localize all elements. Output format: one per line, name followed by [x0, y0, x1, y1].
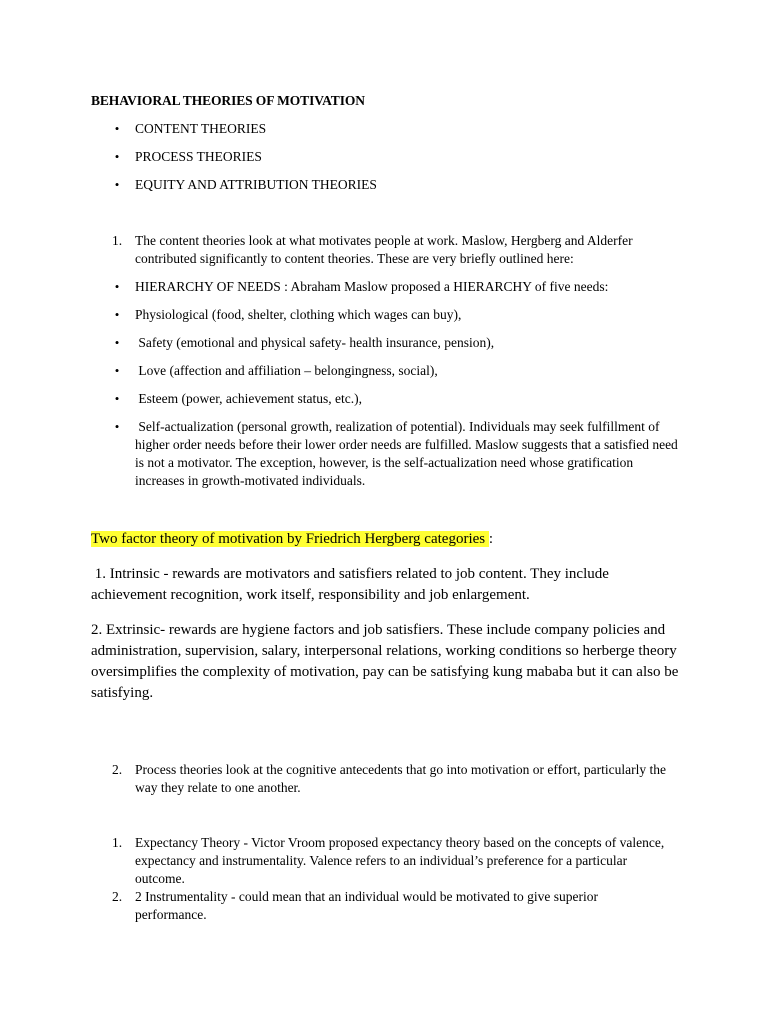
bullet-icon: •	[114, 279, 120, 294]
bullet-icon: •	[114, 121, 120, 136]
bullet-icon: •	[114, 419, 120, 434]
intrinsic-paragraph: 1. Intrinsic - rewards are motivators and satisfiers related to job content. They include achievement recognition, work itself, responsibility and job enlargement.	[91, 566, 613, 603]
document-page: BEHAVIORAL THEORIES OF MOTIVATION • CONTENT THEORIES • PROCESS THEORIES • EQUITY AND ATTRIBUTION THEORIES 1. The content theories look at what motivates people at work. Maslow, Hergberg and Alderfer contributed significantly to content theories. These are very briefly outlined here: • HIERARCHY OF NEEDS : Abraham Maslow proposed a HIERARCHY of five needs: • Physiological (food, shelter, clothing which wages can buy), • Safety (emotional and physical safety- health insurance, pension), • Love (affection and affiliation – belongingness, social), • Esteem (power, achievement status, etc.), • Self-actualization (personal growth, realization of potential). Individuals may seek fulfillment of higher order needs before their lower order needs are fulfilled. Maslow suggests that a satisfied need is not a motivator. The exception, however, is the self-actualization need whose gratification increases in growth-motivated individuals. Two factor theory of motivation by Friedrich Hergberg categories : 1. Intrinsic - rewards are motivators and satisfiers related to job content. They include achievement recognition, work itself, responsibility and job enlargement. 2. Extrinsic- rewards are hygiene factors and job satisfiers. These include company policies and administration, supervision, salary, interpersonal relations, working conditions so herberge theory oversimplifies the complexity of motivation, pay can be satisfying kung mababa but it can also be satisfying. 2. Process theories look at the cognitive antecedents that go into motivation or effort, particularly the way they relate to one another. 1. Expectancy Theory - Victor Vroom proposed expectancy theory based on the concepts of valence, expectancy and instrumentality. Valence refers to an individual’s preference for a particular outcome. 2. 2 Instrumentality - could mean that an individual would be motivated to give superior performance.	[91, 93, 682, 922]
bullet-icon: •	[114, 391, 120, 406]
bullet-icon: •	[114, 307, 120, 322]
bullet-icon: •	[114, 363, 120, 378]
bullet-icon: •	[114, 335, 120, 350]
two-factor-heading: Two factor theory of motivation by Friedrich Hergberg categories :	[91, 531, 494, 547]
bullet-icon: •	[114, 177, 120, 192]
bullet-icon: •	[114, 149, 120, 164]
extrinsic-paragraph: 2. Extrinsic- rewards are hygiene factors and job satisfiers. These include company policies and administration, supervision, salary, interpersonal relations, working conditions so herberge theory oversimplifies the complexity of motivation, pay can be satisfying kung mababa but it can also be satisfying.	[91, 622, 679, 701]
document-title: BEHAVIORAL THEORIES OF MOTIVATION	[91, 93, 365, 108]
